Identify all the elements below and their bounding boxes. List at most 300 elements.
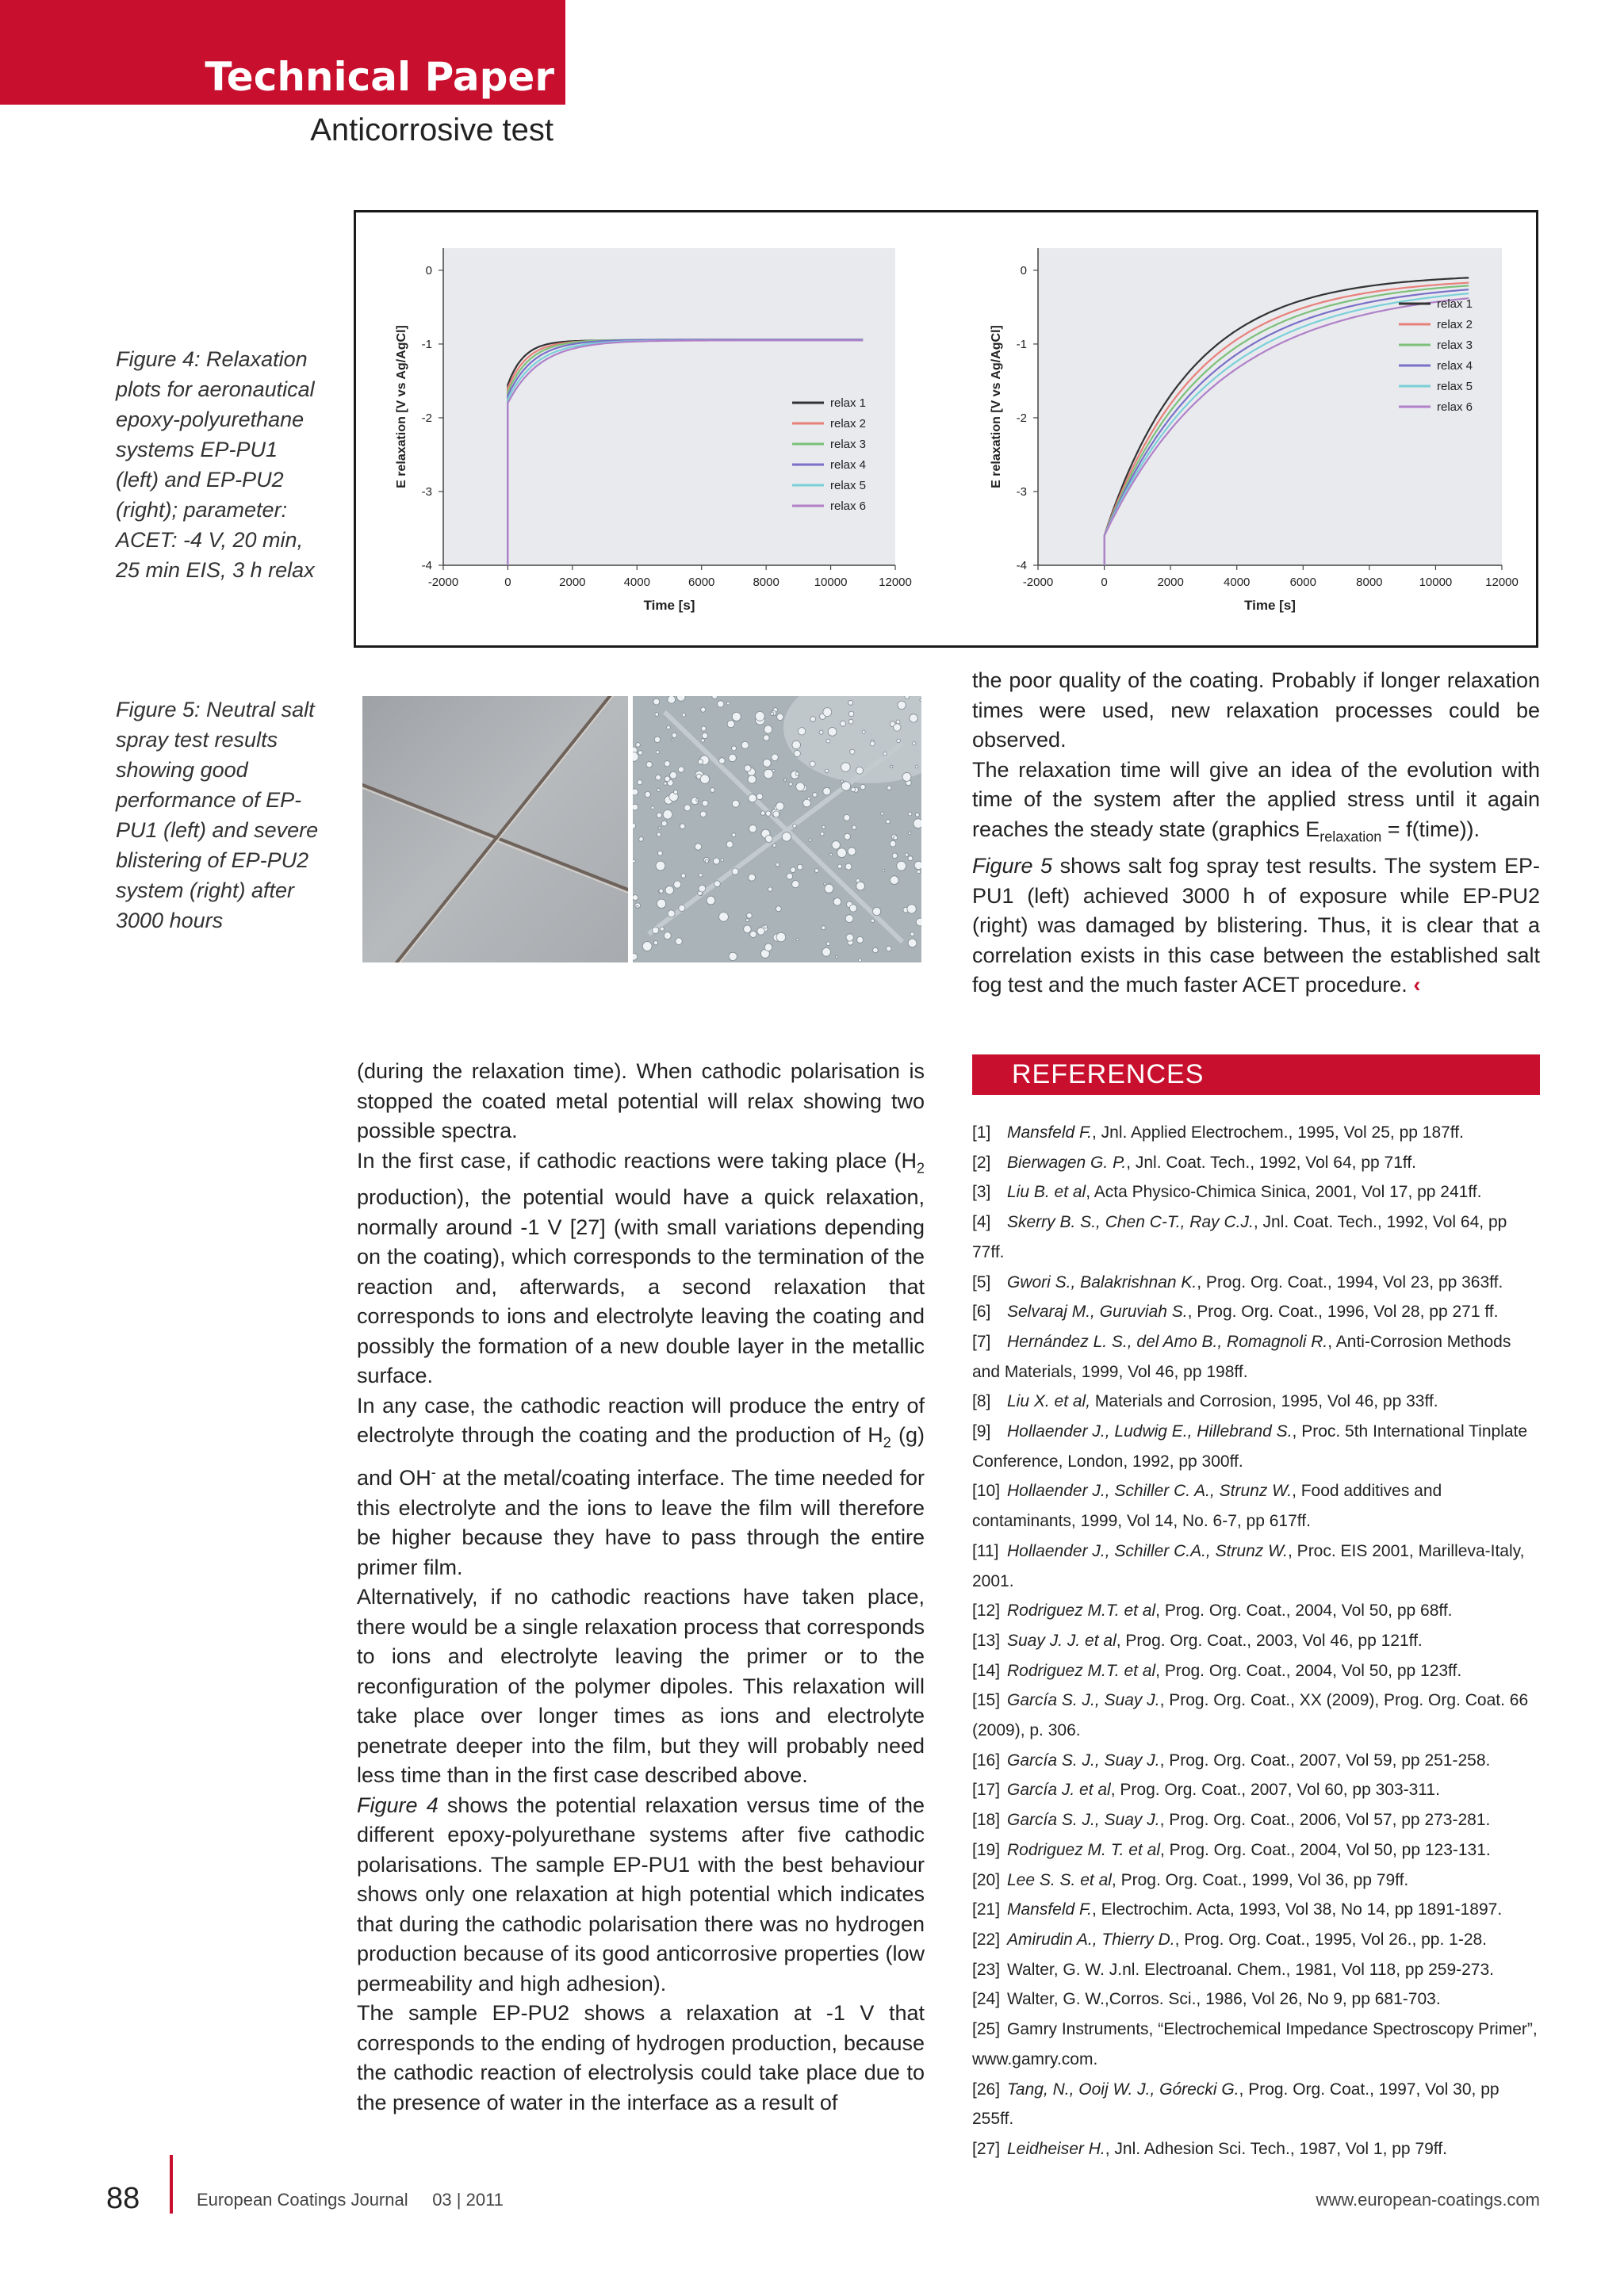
- blister-dot: [636, 905, 638, 908]
- blister-dot: [772, 754, 779, 761]
- blister-dot: [701, 739, 704, 742]
- blister-dot: [655, 713, 659, 717]
- blister-dot: [657, 813, 661, 817]
- reference-item: [972, 1626, 1540, 1656]
- legend-label: relax 6: [830, 499, 867, 513]
- figure-5-caption: Figure 5: Neutral salt spray test results showing good performance of EP-PU1 (left) and severe blistering of EP-PU2 system (right) after 3000 hours: [116, 698, 319, 932]
- y-tick-label: 0: [1020, 263, 1027, 277]
- subscript: 2: [883, 1434, 891, 1451]
- x-tick-label: 12000: [879, 576, 912, 589]
- blister-dot: [822, 825, 825, 828]
- blister-dot: [665, 776, 670, 782]
- blister-dot: [702, 733, 707, 738]
- blister-dot: [729, 952, 737, 960]
- reference-details: , Prog. Org. Coat., 2006, Vol 57, pp 273-281.: [1159, 1811, 1491, 1830]
- superscript: -: [431, 1464, 436, 1481]
- blister-dot: [748, 775, 756, 783]
- x-tick-label: 12000: [1485, 576, 1519, 589]
- blister-dot: [658, 827, 661, 829]
- reference-details: Gamry Instruments, “Electrochemical Impedance Spectroscopy Primer”, www.gamry.com.: [972, 2020, 1538, 2068]
- blister-dot: [764, 925, 768, 928]
- blister-dot: [676, 938, 683, 945]
- blister-dot: [727, 702, 730, 705]
- blister-dot: [902, 773, 911, 782]
- text-run: shows salt fog spray test results. The system EP-PU1 (left) achieved 3000 h of exposure while EP-PU2 (right) was damaged by blistering. Thus, it is clear that a correlation exists in this case between the established salt fog test and the much faster ACET procedure.: [972, 854, 1540, 997]
- reference-number: [22]: [972, 1930, 1001, 1949]
- reference-details: Walter, G. W.,Corros. Sci., 1986, Vol 26, No 9, pp 681-703.: [1007, 1990, 1441, 2009]
- blister-dot: [841, 763, 851, 772]
- text-run: (g) and OH: [357, 1423, 925, 1490]
- blister-dot: [825, 884, 833, 893]
- relaxation-chart-ep-pu1: [372, 212, 927, 645]
- blister-dot: [883, 869, 885, 871]
- legend-label: relax 3: [1437, 339, 1473, 352]
- blister-dot: [848, 719, 853, 724]
- paragraph: the poor quality of the coating. Probably if longer relaxation times were used, new relaxation processes could be observed.: [972, 668, 1540, 752]
- paragraph: The sample EP-PU2 shows a relaxation at -1 V that corresponds to the ending of hydrogen production, because the cathodic reaction of electrolysis could take place due to the presence of water in the interface as a result of: [357, 2001, 925, 2114]
- blister-dot: [773, 811, 779, 817]
- blister-dot: [890, 876, 898, 885]
- reference-number: [5]: [972, 1272, 991, 1292]
- legend-label: relax 5: [830, 479, 867, 492]
- legend-label: relax 1: [1437, 297, 1473, 311]
- reference-details: , Acta Physico-Chimica Sinica, 2001, Vol 17, pp 241ff.: [1086, 1183, 1482, 1202]
- reference-authors: García S. J., Suay J.: [1007, 1811, 1160, 1830]
- plot-area: [1038, 248, 1502, 565]
- reference-item: [972, 1925, 1540, 1955]
- reference-item: [972, 1148, 1540, 1178]
- blister-dot: [908, 939, 917, 947]
- paragraph: (during the relaxation time). When cathodic polarisation is stopped the coated metal potential will relax showing two possible spectra.: [357, 1059, 925, 1142]
- relaxation-chart-ep-pu2: [967, 212, 1534, 645]
- blister-dot: [646, 762, 652, 767]
- blister-dot: [772, 769, 775, 771]
- reference-number: [20]: [972, 1870, 1001, 1889]
- blister-dot: [682, 714, 685, 717]
- blister-dot: [908, 856, 913, 861]
- blister-dot: [841, 780, 843, 783]
- blister-dot: [873, 908, 881, 916]
- blister-dot: [719, 913, 729, 922]
- reference-number: [14]: [972, 1661, 1001, 1680]
- blister-dot: [765, 836, 772, 843]
- blister-dot: [732, 746, 737, 751]
- blister-dot: [794, 750, 800, 756]
- blister-dot: [833, 898, 841, 906]
- blister-dot: [837, 864, 841, 868]
- x-tick-label: 10000: [1419, 576, 1453, 589]
- reference-number: [7]: [972, 1332, 991, 1351]
- blister-dot: [894, 836, 898, 840]
- blister-dot: [741, 741, 749, 748]
- text-run: shows the potential relaxation versus time of the different epoxy-polyurethane systems after five cathodic polarisations. The sample EP-PU1 with the best behaviour shows only one relaxation at high potential which indicates that during the cathodic polarisation there was no hydrogen production because of its good anticorrosive properties (low permeability and high adhesion).: [357, 1793, 925, 1996]
- blister-dot: [792, 740, 801, 749]
- blister-dot: [684, 805, 691, 811]
- blister-dot: [764, 943, 772, 951]
- reference-item: [972, 1984, 1540, 2015]
- footer-website-link[interactable]: www.european-coatings.com: [1316, 2190, 1540, 2210]
- blister-dot: [826, 739, 830, 743]
- reference-authors: Hollaender J., Schiller C. A., Strunz W.: [1007, 1482, 1293, 1501]
- reference-item: [972, 1297, 1540, 1327]
- reference-number: [9]: [972, 1422, 991, 1441]
- blister-dot: [671, 739, 673, 741]
- blister-dot: [860, 784, 865, 789]
- blister-dot: [822, 926, 825, 930]
- section-title: Technical Paper: [205, 54, 554, 100]
- blister-dot: [678, 767, 684, 772]
- blister-dot: [825, 769, 829, 773]
- blister-dot: [718, 701, 724, 707]
- blister-dot: [763, 759, 771, 767]
- blister-dot: [701, 707, 706, 712]
- blister-dot: [848, 700, 853, 705]
- blister-dot: [764, 735, 769, 740]
- blister-dot: [907, 905, 916, 913]
- reference-details: , Jnl. Adhesion Sci. Tech., 1987, Vol 1, pp 79ff.: [1105, 2139, 1447, 2158]
- blister-dot: [859, 959, 862, 962]
- x-tick-label: 8000: [1356, 576, 1383, 589]
- reference-item: [972, 2015, 1540, 2074]
- blister-dot: [755, 712, 764, 721]
- x-tick-label: 4000: [1224, 576, 1251, 589]
- blister-dot: [894, 724, 901, 731]
- reference-authors: Liu X. et al,: [1007, 1392, 1091, 1411]
- blister-dot: [636, 743, 641, 748]
- blister-dot: [653, 698, 660, 705]
- blister-dot: [793, 824, 797, 828]
- reference-authors: Hernández L. S., del Amo B., Romagnoli R.: [1007, 1332, 1328, 1351]
- blister-dot: [776, 932, 786, 942]
- paragraph: [357, 1391, 925, 1582]
- blister-dot: [645, 791, 650, 797]
- blister-dot: [656, 775, 661, 780]
- blister-dot: [883, 752, 887, 756]
- reference-number: [8]: [972, 1392, 991, 1411]
- blister-dot: [829, 853, 832, 855]
- y-axis-label: E relaxation [V vs Ag/AgCl]: [395, 325, 408, 488]
- ep-pu1-panel-image: [362, 696, 628, 962]
- x-tick-label: 0: [504, 576, 511, 589]
- blister-dot: [823, 708, 832, 717]
- blister-dot: [633, 954, 638, 961]
- references-heading: REFERENCES: [972, 1054, 1540, 1095]
- legend-label: relax 2: [830, 417, 867, 430]
- reference-number: [19]: [972, 1840, 1001, 1859]
- reference-details: , Proc. 5th International Tinplate Conference, London, 1992, pp 300ff.: [972, 1422, 1528, 1471]
- blister-dot: [707, 896, 715, 905]
- legend-label: relax 4: [830, 458, 867, 472]
- reference-authors: García S. J., Suay J.: [1007, 1691, 1160, 1710]
- end-mark-icon: ‹: [1413, 973, 1421, 997]
- reference-number: [25]: [972, 2020, 1001, 2039]
- reference-details: , Prog. Org. Coat., 2003, Vol 46, pp 121ff.: [1116, 1631, 1423, 1650]
- blister-dot: [810, 717, 816, 722]
- x-tick-label: 6000: [688, 576, 715, 589]
- salt-spray-photo-ep-pu2: [633, 696, 921, 962]
- blister-dot: [845, 833, 851, 840]
- reference-details: Materials and Corrosion, 1995, Vol 46, pp 33ff.: [1090, 1392, 1438, 1411]
- blister-dot: [915, 765, 918, 768]
- blister-dot: [701, 726, 706, 731]
- blister-dot: [674, 790, 678, 794]
- x-tick-label: 8000: [753, 576, 779, 589]
- blister-dot: [665, 886, 674, 895]
- reference-authors: Gwori S., Balakrishnan K.: [1007, 1272, 1197, 1292]
- journal-name: European Coatings Journal: [197, 2190, 408, 2210]
- blister-dot: [807, 797, 810, 800]
- blister-dot: [810, 761, 815, 767]
- text-run: production), the potential would have a quick relaxation, normally around -1 V [27] (with small variations depending on the coating), which corresponds to the termination of the reaction and, afterwards, a second relaxation that corresponds to ions and electrolyte leaving the coating and possibly the formation of a new double layer in the metallic surface.: [357, 1185, 925, 1388]
- reference-item: [972, 1536, 1540, 1596]
- blister-dot: [896, 720, 900, 724]
- reference-number: [18]: [972, 1811, 1001, 1830]
- x-axis-label: Time [s]: [643, 598, 695, 613]
- reference-details: , Prog. Org. Coat., 2007, Vol 60, pp 303-311.: [1110, 1781, 1440, 1800]
- legend-label: relax 5: [1437, 380, 1473, 393]
- blister-dot: [764, 769, 773, 779]
- y-tick-label: -3: [1016, 484, 1027, 499]
- reference-details: , Prog. Org. Coat., 1996, Vol 28, pp 271 ff.: [1187, 1303, 1499, 1322]
- blister-dot: [792, 881, 799, 888]
- blister-dot: [798, 728, 805, 735]
- blister-dot: [750, 931, 756, 937]
- blister-dot: [667, 725, 671, 729]
- reference-item: [972, 1686, 1540, 1745]
- reference-details: , Anti-Corrosion Methods and Materials, 1999, Vol 46, pp 198ff.: [972, 1332, 1511, 1381]
- blister-dot: [668, 910, 675, 917]
- text-run: = f(time)).: [1381, 817, 1480, 841]
- legend-label: relax 3: [830, 438, 867, 451]
- reference-authors: Mansfeld F.: [1007, 1123, 1092, 1142]
- blister-dot: [771, 712, 774, 715]
- y-tick-label: -1: [421, 337, 432, 351]
- blister-dot: [764, 725, 772, 733]
- blister-dot: [791, 867, 796, 873]
- reference-number: [26]: [972, 2080, 1001, 2099]
- figure-4-caption: Figure 4: Relaxation plots for aeronautical epoxy-polyurethane systems EP-PU1 (left) and EP-PU2 (right); parameter: ACET: -4 V, 20 min, 25 min EIS, 3 h relax: [116, 347, 315, 582]
- blister-dot: [721, 859, 724, 862]
- blister-dot: [657, 899, 665, 908]
- reference-item: [972, 1596, 1540, 1626]
- x-tick-label: 6000: [1289, 576, 1316, 589]
- blister-dot: [787, 873, 793, 879]
- reference-authors: Lee S. S. et al: [1007, 1870, 1112, 1889]
- reference-number: [11]: [972, 1541, 999, 1560]
- reference-authors: Tang, N., Ooij W. J., Górecki G.: [1007, 2080, 1239, 2099]
- blister-dot: [873, 947, 879, 953]
- blister-dot: [710, 788, 715, 793]
- paragraph: Alternatively, if no cathodic reactions have taken place, there would be a single relaxation process that corresponds to ions and electrolyte leaving the primer or to the reconfiguration of the polymer dipoles. This relaxation will take place over longer times as ions and electrolyte penetrate deeper into the film, but they will probably need less time than in the first case described above.: [357, 1585, 925, 1788]
- reference-authors: Rodriguez M. T. et al: [1007, 1840, 1160, 1859]
- blister-dot: [917, 870, 920, 873]
- reference-authors: Hollaender J., Schiller C.A., Strunz W.: [1007, 1541, 1289, 1560]
- blister-dot: [719, 758, 726, 764]
- blister-dot: [897, 739, 901, 743]
- blister-dot: [856, 767, 864, 774]
- reference-item: [972, 1207, 1540, 1267]
- reference-details: , Prog. Org. Coat., 1995, Vol 26., pp. 1-28.: [1174, 1930, 1488, 1949]
- blister-dot: [841, 721, 846, 726]
- reference-number: [15]: [972, 1691, 1001, 1710]
- reference-details: , Prog. Org. Coat., 2004, Vol 50, pp 123-131.: [1159, 1840, 1491, 1859]
- blister-dot: [664, 932, 671, 939]
- blister-dot: [749, 794, 756, 802]
- blister-dot: [695, 844, 701, 850]
- blister-dot: [784, 779, 787, 781]
- reference-number: [13]: [972, 1631, 1001, 1650]
- blister-dot: [915, 813, 919, 817]
- blister-dot: [848, 848, 856, 855]
- blister-dot: [821, 832, 825, 836]
- reference-details: , Prog. Org. Coat., 2007, Vol 59, pp 251-258.: [1159, 1751, 1491, 1770]
- blister-dot: [700, 811, 707, 817]
- reference-authors: García S. J., Suay J.: [1007, 1751, 1160, 1770]
- reference-item: [972, 1775, 1540, 1805]
- reference-number: [17]: [972, 1781, 1001, 1800]
- blister-dot: [887, 946, 891, 951]
- reference-authors: Liu B. et al: [1007, 1183, 1086, 1202]
- reference-number: [12]: [972, 1601, 1001, 1621]
- reference-details: , Prog. Org. Coat., XX (2009), Prog. Org. Coat. 66 (2009), p. 306.: [972, 1691, 1529, 1740]
- reference-number: [10]: [972, 1482, 1001, 1501]
- x-tick-label: 2000: [1157, 576, 1184, 589]
- text-run: In the first case, if cathodic reactions were taking place (H: [357, 1148, 917, 1173]
- blister-dot: [910, 714, 917, 722]
- blister-dot: [824, 882, 826, 885]
- reference-authors: Hollaender J., Ludwig E., Hillebrand S.: [1007, 1422, 1293, 1441]
- blister-dot: [745, 919, 749, 922]
- blister-dot: [890, 840, 896, 847]
- blister-dot: [657, 832, 661, 836]
- blister-dot: [633, 859, 635, 863]
- blister-dot: [747, 913, 753, 918]
- reference-authors: Rodriguez M.T. et al: [1007, 1601, 1156, 1621]
- reference-authors: Selvaraj M., Guruviah S.: [1007, 1303, 1188, 1322]
- reference-authors: Amirudin A., Thierry D.: [1007, 1930, 1175, 1949]
- blister-dot: [679, 905, 685, 911]
- subscript: 2: [916, 1159, 925, 1176]
- blister-dot: [913, 742, 916, 745]
- blister-dot: [757, 928, 764, 935]
- reference-authors: Suay J. J. et al: [1007, 1631, 1116, 1650]
- reference-authors: Mansfeld F.: [1007, 1900, 1092, 1919]
- ep-pu2-blistered-panel-image: [633, 696, 921, 962]
- blister-dot: [914, 861, 921, 869]
- blister-dot: [745, 765, 751, 771]
- section-header-band: [0, 0, 565, 105]
- reference-item: [972, 2075, 1540, 2134]
- reference-item: [972, 2134, 1540, 2164]
- blister-dot: [656, 861, 665, 871]
- blister-dot: [845, 915, 853, 923]
- reference-item: [972, 1118, 1540, 1148]
- blister-dot: [822, 947, 831, 956]
- reference-number: [4]: [972, 1213, 991, 1232]
- blister-dot: [658, 851, 663, 855]
- blister-dot: [826, 942, 830, 946]
- reference-number: [2]: [972, 1153, 991, 1172]
- blister-dot: [727, 721, 734, 728]
- salt-spray-photo-ep-pu1: [362, 696, 628, 962]
- blister-dot: [633, 789, 638, 795]
- reference-item: [972, 1866, 1540, 1896]
- blister-dot: [871, 919, 874, 922]
- blister-dot: [828, 728, 837, 737]
- references-list: [972, 1118, 1540, 2164]
- blister-dot: [920, 698, 921, 701]
- blister-dot: [832, 841, 840, 849]
- reference-item: [972, 1746, 1540, 1776]
- blister-dot: [897, 861, 906, 871]
- figure-4-chart-frame: [354, 210, 1538, 648]
- x-tick-label: -2000: [427, 576, 459, 589]
- blister-dot: [639, 837, 644, 842]
- blister-dot: [699, 874, 702, 877]
- paragraph: [972, 851, 1540, 1001]
- blister-dot: [841, 782, 850, 790]
- blister-dot: [732, 833, 736, 837]
- blister-dot: [815, 869, 819, 873]
- blister-dot: [732, 868, 738, 874]
- blister-dot: [850, 749, 855, 754]
- reference-authors: García J. et al: [1007, 1781, 1111, 1800]
- reference-details: , Prog. Org. Coat., 1994, Vol 23, pp 363ff.: [1197, 1272, 1503, 1292]
- blister-dot: [656, 751, 659, 754]
- blister-dot: [638, 780, 642, 785]
- x-tick-label: 4000: [623, 576, 650, 589]
- blister-dot: [633, 895, 638, 901]
- reference-number: [3]: [972, 1183, 991, 1202]
- text-run: at the metal/coating interface. The time needed for this electrolyte and the ions to leave the film will therefore be higher because they have to pass through the entire primer film.: [357, 1466, 925, 1579]
- blister-dot: [837, 848, 847, 858]
- blister-dot: [870, 741, 875, 746]
- blister-dot: [749, 825, 756, 832]
- blister-dot: [702, 800, 708, 806]
- blister-dot: [652, 927, 658, 933]
- blister-dot: [660, 927, 664, 931]
- text-run: In any case, the cathodic reaction will produce the entry of electrolyte through the coating and the production of H: [357, 1393, 925, 1448]
- reference-details: , Prog. Org. Coat., 2004, Vol 50, pp 123ff.: [1155, 1661, 1462, 1680]
- blister-dot: [760, 811, 764, 815]
- reference-authors: Skerry B. S., Chen C-T., Ray C.J.: [1007, 1213, 1254, 1232]
- blister-dot: [776, 863, 779, 866]
- reference-number: [16]: [972, 1751, 1001, 1770]
- y-tick-label: -4: [1016, 559, 1027, 572]
- blister-dot: [848, 711, 854, 717]
- blister-dot: [766, 811, 771, 816]
- blister-dot: [680, 824, 685, 829]
- reference-number: [24]: [972, 1990, 1001, 2009]
- reference-details: , Proc. EIS 2001, Marilleva-Italy, 2001.: [972, 1541, 1525, 1590]
- blister-dot: [909, 832, 911, 834]
- reference-details: , Jnl. Applied Electrochem., 1995, Vol 25, pp 187ff.: [1092, 1123, 1464, 1142]
- reference-item: [972, 1476, 1540, 1536]
- blister-dot: [668, 696, 676, 703]
- blister-dot: [908, 812, 912, 816]
- y-axis-label: E relaxation [V vs Ag/AgCl]: [990, 325, 1003, 488]
- reference-item: [972, 1417, 1540, 1476]
- left-column-body-text: [357, 1057, 925, 2118]
- blister-dot: [809, 839, 811, 841]
- reference-item: [972, 1955, 1540, 1985]
- blister-dot: [905, 696, 910, 699]
- text-run: The relaxation time will give an idea of the evolution with time of the system after the applied stress until it again reaches the steady state (graphics E: [972, 757, 1540, 841]
- blister-dot: [732, 800, 739, 807]
- blister-dot: [813, 793, 818, 798]
- blister-dot: [819, 730, 823, 734]
- blister-dot: [857, 936, 864, 943]
